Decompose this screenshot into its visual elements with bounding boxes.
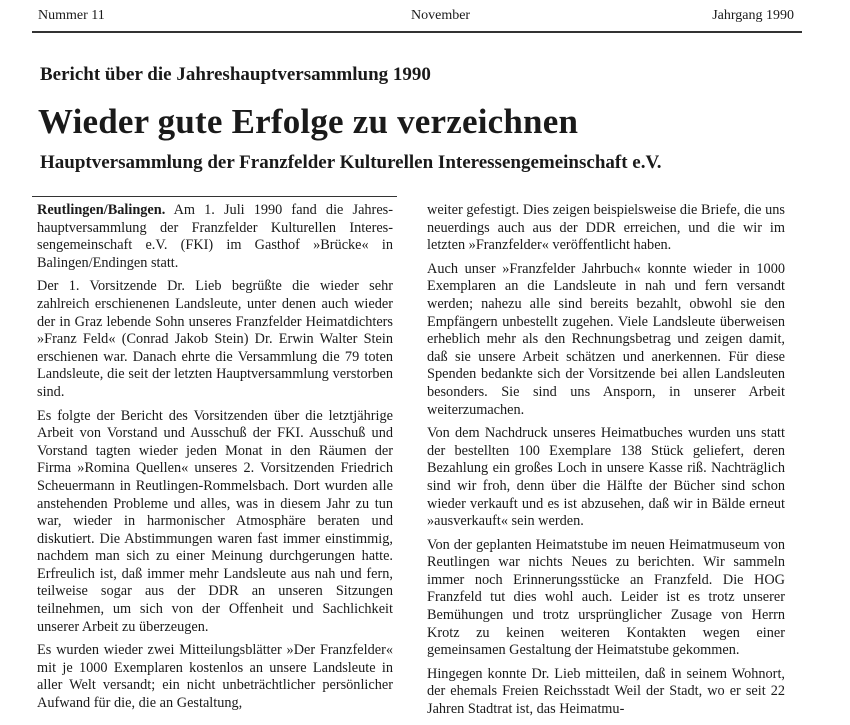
- paragraph: Auch unser »Franzfelder Jahrbuch« konnte wieder in 1000 Exemplaren an die Landsleute in nah und fern versandt werden; nahezu alle sind bereits bezahlt, obwohl sie den Empfängern unbestellt zugehen. Viele Landsleute überweisen erheblich mehr als den Rechnungsbetrag und zeigen damit, daß sie unsere Arbeit schätzen und anerkennen. Für diese Spenden bedankte sich der Vorsitzende bei allen Landsleuten besonders. Sie sind uns Ansporn, in unserer Arbeit weiterzumachen.: [427, 260, 785, 418]
- paragraph: Hingegen konnte Dr. Lieb mitteilen, daß in seinem Wohnort, der ehemals Freien Reichsstadt Weil der Stadt, wo er seit 22 Jahren Stadtrat ist, das Heimatmu-: [427, 665, 785, 718]
- paragraph: Der 1. Vorsitzende Dr. Lieb begrüßte die wieder sehr zahlreich erschienenen Landsleute, unter denen auch wieder der in Graz lebende Sohn unseres Franzfelder Heimatdichters »Franz Feld« (Conrad Jakob Stein) Dr. Erwin Walter Stein erschienen war. Danach ehrte die Versammlung die 79 toten Landsleute, die seit der letzten Hauptversammlung verstorben sind.: [37, 278, 393, 400]
- dateline: Reutlingen/Balingen.: [37, 202, 166, 218]
- paragraph: Es folgte der Bericht des Vorsitzenden über die letztjährige Arbeit von Vorstand und Ausschuß der FKI. Ausschuß und Vorstand tagten wieder jeden Monat in den Räumen der Firma »Romina Quellen« unseres 2. Vorsitzenden Friedrich Scheuermann in Reutlingen-Rommelsbach. Dort wurden alle anstehenden Probleme und alles, was in diesem Jahr zu tun war, wieder in harmonischer Atmosphäre beraten und diskutiert. Die Abstimmungen waren fast immer einstimmig, nachdem man sich zu einer Meinung durchgerungen hatte. Erfreulich ist, daß immer mehr Landsleute aus nah und fern, teilweise sogar aus der DDR an unseren Sitzungen teilnehmen, um sich von der Offenheit und Sachlichkeit unserer Arbeit zu überzeugen.: [37, 407, 393, 635]
- article-column-left: [37, 202, 393, 719]
- paragraph: Von der geplanten Heimatstube im neuen Heimatmuseum von Reutlingen war nichts Neues zu berichten. Wir sammeln immer noch Erinnerungsstücke an Franzfeld. Die HOG Franzfeld tut dies wohl auch. Leider ist es trotz unserer Bemühungen und trotz ursprünglicher Zusage von Herrn Krotz zu keinen weiteren Kontakten wegen einer gemeinsamen Gestaltung der Heimatstube gekommen.: [427, 536, 785, 659]
- volume-year: Jahrgang 1990: [712, 8, 794, 23]
- issue-month: November: [411, 8, 471, 23]
- article-column-right: [427, 202, 785, 725]
- masthead-rule: [32, 31, 802, 33]
- paragraph: weiter gefestigt. Dies zeigen beispielsweise die Briefe, die uns neuerdings auch aus der DDR erreichen, und die wir im letzten »Franzfelder« veröffentlicht haben.: [427, 202, 785, 254]
- column-rule: [32, 196, 397, 197]
- paragraph-text: Am 1. Juli 1990 fand die Jahres-hauptversammlung der Franzfelder Kulturellen Interes-sengemeinschaft e.V. (FKI) im Gasthof »Brücke« in Balingen/Endingen statt.: [37, 202, 393, 271]
- article-kicker: Bericht über die Jahreshauptversammlung 1990: [40, 64, 431, 85]
- paragraph: Von dem Nachdruck unseres Heimatbuches wurden uns statt der bestellten 100 Exemplare 138 Stück geliefert, deren Bezahlung ein großes Loch in unsere Kasse riß. Nachträglich sind wir froh, denn über die Hälfte der Bücher sind schon wieder verkauft und es ist abzusehen, daß wir in Bälde erneut »ausverkauft« sein werden.: [427, 425, 785, 530]
- paragraph: [37, 202, 393, 272]
- issue-number: Nummer 11: [38, 8, 105, 23]
- article-subhead: Hauptversammlung der Franzfelder Kulturellen Interessengemeinschaft e.V.: [40, 152, 662, 173]
- article-headline: Wieder gute Erfolge zu verzeichnen: [38, 102, 579, 141]
- masthead: [38, 8, 794, 30]
- paragraph: Es wurden wieder zwei Mitteilungsblätter »Der Franzfelder« mit je 1000 Exemplaren kostenlos an unsere Landsleute in aller Welt versandt; ein nicht unbeträchtlicher persönlicher Aufwand für die, die an Gestaltung,: [37, 642, 393, 712]
